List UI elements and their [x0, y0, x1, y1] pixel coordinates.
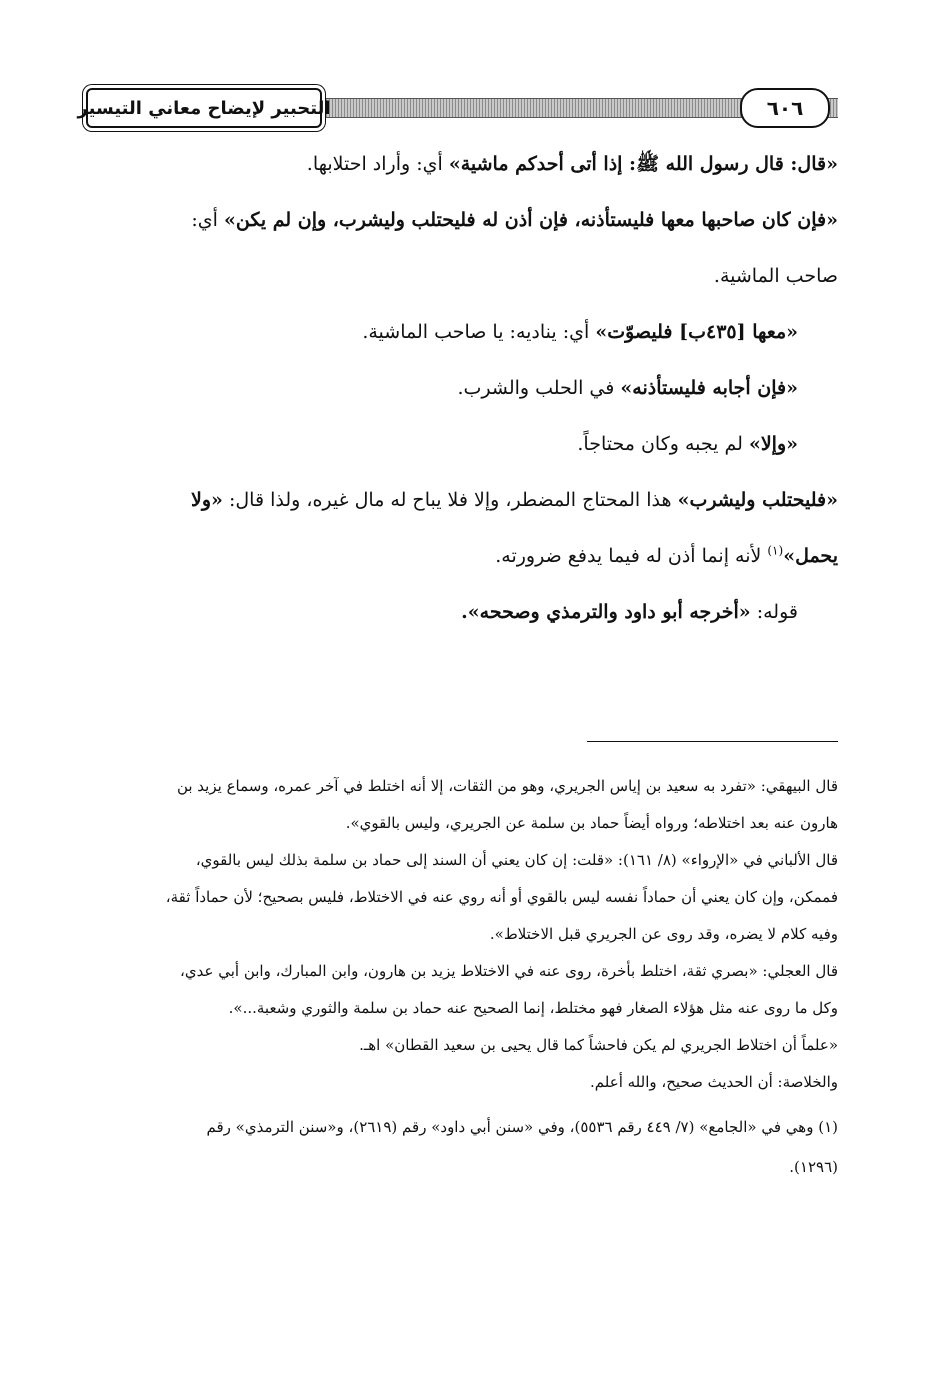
- text-line: [86, 136, 838, 192]
- commentary: صاحب الماشية.: [713, 265, 838, 287]
- footnote-line: وفيه كلام لا يضره، وقد روى عن الجريري قبل الاختلاط».: [489, 925, 838, 943]
- hadith-quote: يحمل»: [783, 545, 838, 567]
- page-header: [77, 88, 838, 130]
- text-line: [86, 528, 838, 584]
- footnote-1: (١) وهي في «الجامع» (٧/ ٤٤٩ رقم ٥٥٣٦)، وفي «سنن أبي داود» رقم (٢٦١٩)، و«سنن الترمذي» رقم: [206, 1118, 838, 1136]
- text-line: [86, 304, 838, 360]
- footnote-line: قال العجلي: «بصري ثقة، اختلط بأخرة، روى عنه في الاختلاط يزيد بن هارون، وابن المبارك، وابن أبي عدي،: [180, 962, 838, 980]
- book-title-frame: [77, 88, 331, 128]
- footnote-line: وكل ما روى عنه مثل هؤلاء الصغار فهو مختلط، إنما الصحيح عنه حماد بن سلمة والثوري وشعبة...».: [228, 999, 838, 1017]
- hadith-quote: «فإن كان صاحبها معها فليستأذنه، فإن أذن له فليحتلب وليشرب، وإن لم يكن»: [223, 209, 838, 231]
- text-line: [86, 192, 838, 248]
- footnote-reference: (١): [767, 543, 784, 558]
- commentary: هذا المحتاج المضطر، وإلا فلا يباح له مال غيره، ولذا قال:: [222, 489, 678, 511]
- commentary: في الحلب والشرب.: [457, 377, 621, 399]
- commentary: أي: وأراد احتلابها.: [306, 153, 449, 175]
- text-line: [86, 416, 838, 472]
- book-title: التحبير لإيضاح معاني التيسير: [77, 97, 331, 119]
- hadith-quote: «وإلا»: [748, 433, 798, 455]
- page-number-frame: [740, 88, 830, 128]
- footnote-line: قال الألباني في «الإرواء» (٨/ ١٦١): «قلت: إن كان يعني أن السند إلى حماد بن سلمة بذلك ليس بالقوي،: [195, 851, 838, 869]
- commentary: قوله:: [750, 601, 798, 623]
- hadith-quote: «فإن أجابه فليستأذنه»: [620, 377, 798, 399]
- hadith-quote: «فليحتلب وليشرب»: [677, 489, 838, 511]
- footnote-line: والخلاصة: أن الحديث صحيح، والله أعلم.: [590, 1073, 838, 1091]
- footnote-line: هارون عنه بعد اختلاطه؛ ورواه أيضاً حماد بن سلمة عن الجريري، وليس بالقوي».: [345, 814, 838, 832]
- hadith-quote: «معها [٤٣٥ب] فليصوّت»: [595, 321, 798, 343]
- commentary: أي: يناديه: يا صاحب الماشية.: [362, 321, 596, 343]
- commentary: أي:: [191, 209, 224, 231]
- hadith-quote: «أخرجه أبو داود والترمذي وصححه».: [461, 601, 751, 623]
- hadith-quote: «ولا: [191, 489, 223, 511]
- hadith-quote: «قال: قال رسول الله ﷺ: إذا أتى أحدكم ماشية»: [448, 153, 838, 175]
- text-line: [86, 360, 838, 416]
- commentary: لم يجبه وكان محتاجاً.: [577, 433, 749, 455]
- main-text: [86, 136, 838, 640]
- footnote-line: فممكن، وإن كان يعني أن حماداً نفسه ليس بالقوي أو أنه روي عنه في الاختلاط، فليس بصحيح؛ لأن حماداً ثقة،: [165, 888, 838, 906]
- text-line: [86, 584, 838, 640]
- text-line: [86, 472, 838, 528]
- footnote-line: (١٢٩٦).: [789, 1158, 838, 1176]
- footnote-separator: [587, 741, 838, 742]
- footnotes: [86, 768, 838, 1186]
- commentary: لأنه إنما أذن له فيما يدفع ضرورته.: [495, 545, 768, 567]
- text-line: [86, 248, 838, 304]
- footnote-line: «علماً أن اختلاط الجريري لم يكن فاحشاً كما قال يحيى بن سعيد القطان» اهـ.: [359, 1036, 838, 1054]
- page-number: ٦٠٦: [766, 96, 804, 120]
- footnote-line: قال البيهقي: «تفرد به سعيد بن إياس الجريري، وهو من الثقات، إلا أنه اختلط في آخر عمره، وسماع يزيد بن: [176, 777, 838, 795]
